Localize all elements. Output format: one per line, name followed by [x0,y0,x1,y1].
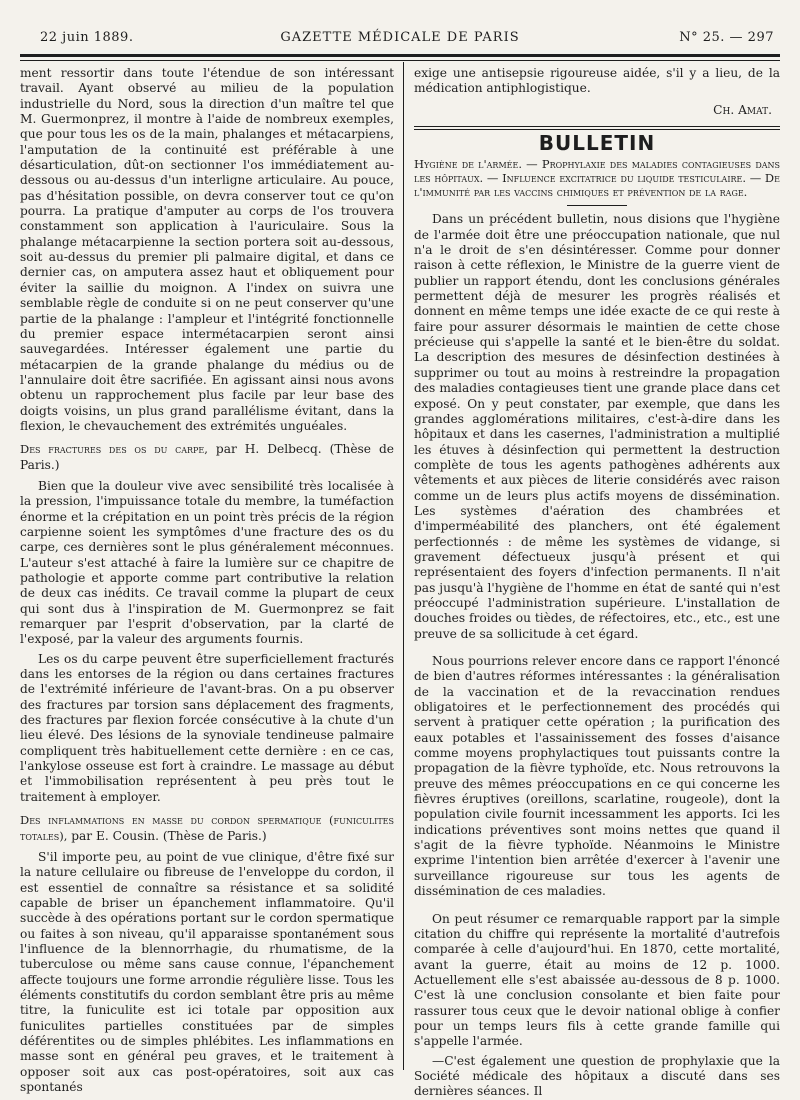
section-heading [20,813,394,844]
column-divider [403,62,404,1070]
issue-date: 22 juin 1889. [40,30,134,45]
section-heading-title: Des fractures des os du carpe, [20,442,208,457]
issue-page-number: N° 25. — 297 [679,30,774,45]
bulletin-summary: Hygiène de l'armée. — Prophylaxie des maladies contagieuses dans les hôpitaux. — Influence excitatrice du liquide testiculaire. — De l'immunité par les vaccins chimiques et prévention de la rage. [414,157,780,200]
section-heading-author: par E. Cousin. (Thèse de Paris.) [67,828,267,843]
paragraph: Bien que la douleur vive avec sensibilité très localisée à la pression, l'impuissance totale du membre, la tuméfaction énorme et la crépitation en un point très précis de la région carpienne soient les symptômes d'une fracture des os du carpe, ces dernières sont le plus généralement méconnues. L'auteur s'est attaché à faire la lumière sur ce chapitre de pathologie et apporte comme part contributive la relation de deux cas inédits. Ce travail comme la plupart de ceux qui sont dus à l'inspiration de M. Guermonprez se fait remarquer par l'esprit d'observation, par la clarté de l'exposé, par la valeur des arguments fournis. [20,478,394,647]
paragraph: ment ressortir dans toute l'étendue de son intéressant travail. Ayant observé au milieu de la population industrielle du Nord, sous la direction d'un maître tel que M. Guermonprez, il montre à l'aide de nombreux exemples, que pour tous les os de la main, phalanges et métacarpiens, l'amputation de la continuité est préférable à une désarticulation, dût-on sectionner l'os immédiatement au-dessous ou au-dessus d'un interligne articulaire. Au pouce, pas d'hésitation possible, on devra conserver tout ce qu'on pourra. La pratique d'amputer au corps de l'os trouvera constamment son application à l'auriculaire. Sous la phalange métacarpienne la section portera soit au-dessous, soit au-dessus du premier pli palmaire digital, et dans ce dernier cas, on amputera assez haut et obliquement pour éviter la saillie du moignon. A l'index on suivra une semblable règle de conduite si on ne peut conserver qu'une partie de la phalange : l'ampleur et l'intégrité fonctionnelle du premier espace intermétacarpien seront ainsi sauvegardées. Intéresser également une partie du métacarpien de la grande phalange du médius ou de l'annulaire doit être sacrifiée. En agissant ainsi nous avons obtenu un rapprochement plus facile par leur base des doigts voisins, un plus grand parallélisme évitant, dans la flexion, le chevauchement des extrémités unguéales. [20,66,394,433]
section-heading-title: Des inflammations en masse du cordon spermatique (funiculites totales), [20,813,394,843]
paragraph-gap [414,904,780,912]
bulletin-section [414,126,780,1100]
paragraph: Nous pourrions relever encore dans ce rapport l'énoncé de bien d'autres réformes intéressantes : la généralisation de la vaccination et de la revaccination rendues obligatoires et le perfectionnement des procédés qui servent à pratiquer cette opération ; la purification des eaux potables et l'assainissement des fosses d'aisance comme moyens prophylactiques tout puissants contre la propagation de la fièvre typhoïde, etc. Nous retrouvons la preuve des mêmes préoccupations en ce qui concerne les fièvres éruptives (oreillons, scarlatine, rougeole), dont la population civile fournit incessamment les apports. Ici les indications préventives sont moins nettes que quand il s'agit de la fièvre typhoïde. Néanmoins le Ministre exprime l'intention bien arrêtée d'exercer à l'avenir une surveillance rigoureuse sur tous les agents de dissémination de ces maladies. [414,654,780,899]
summary-rule [567,205,627,206]
page-header [26,30,774,52]
paragraph-gap [414,646,780,654]
paragraph: exige une antisepsie rigoureuse aidée, s'il y a lieu, de la médication antiphlogistique. [414,66,780,96]
journal-title: GAZETTE MÉDICALE DE PARIS [280,30,520,45]
paragraph: On peut résumer ce remarquable rapport par la simple citation du chiffre qui représente la mortalité d'autrefois comparée à celle d'aujourd'hui. En 1870, cette mortalité, avant la guerre, était au moins de 12 p. 1000. Actuellement elle s'est abaissée au-dessous de 8 p. 1000. C'est là une conclusion consolante et bien faite pour rassurer tous ceux que le devoir national oblige à confier pour un temps leurs fils à cette grande famille qui s'appelle l'armée. [414,911,780,1049]
header-rule-thin [20,60,780,61]
author-signature: Ch. Amat. [713,102,772,117]
right-column [414,66,780,1099]
paragraph: —C'est également une question de prophylaxie que la Société médicale des hôpitaux a discuté dans ses dernières séances. Il [414,1053,780,1099]
section-heading-author: par H. Delbecq. (Thèse de Paris.) [20,442,394,472]
paragraph: Les os du carpe peuvent être superficiellement fracturés dans les entorses de la région ou dans certaines fractures de l'extrémité inférieure de l'avant-bras. On a pu observer des fractures par torsion sans déplacement des fragments, des fractures par flexion forcée consécutive à la chute d'un lieu élevé. Des lésions de la synoviale tendineuse palmaire compliquent très habituellement cette dernière : en ce cas, l'ankylose osseuse est fort à craindre. Le massage au début et l'immobilisation représentent à peu près tout le traitement à employer. [20,651,394,804]
left-column [20,66,394,1094]
paragraph: S'il importe peu, au point de vue clinique, d'être fixé sur la nature cellulaire ou fibreuse de l'enveloppe du cordon, il est essentiel de connaître sa résistance et sa solidité capable de briser un épanchement inflammatoire. Qu'il succède à des opérations portant sur le cordon spermatique ou faites à son niveau, qu'il apparaisse spontanément sous l'influence de la blennorrhagie, du rhumatisme, de la tuberculose ou même sans cause connue, l'épanchement affecte toujours une forme arrondie régulière lisse. Tous les éléments constitutifs du cordon semblant être pris au même titre, la funiculite est ici totale par opposition aux funiculites partielles constituées par de simples déférentites ou de simples phlébites. Les inflammations en masse sont en général peu graves, et le traitement à opposer soit aux cas post-opératoires, soit aux cas spontanés [20,849,394,1094]
paragraph: Dans un précédent bulletin, nous disions que l'hygiène de l'armée doit être une préoccupation nationale, que nul n'a le droit de s'en désintéresser. Comme pour donner raison à cette réflexion, le Ministre de la guerre vient de publier un rapport étendu, dont les conclusions générales permettent déjà de mesurer les progrès réalisés et donnent en même temps une idée exacte de ce qui reste à faire pour assurer désormais le maintien de cette chose précieuse qui s'appelle la santé et le bien-être du soldat. La description des mesures de désinfection destinées à supprimer ou tout au moins à restreindre la propagation des maladies contagieuses tient une grande place dans cet exposé. On y peut constater, par exemple, que dans les grandes agglomérations militaires, c'est-à-dire dans les hôpitaux et dans les casernes, l'administration a multiplié les étuves à désinfection qui permettent la destruction complète de tous les agents pathogènes adhérents aux vêtements et aux pièces de literie considérés avec raison comme un de leurs plus actifs moyens de dissémination. Les systèmes d'aération des chambrées et d'imperméabilité des planchers, ont été également perfectionnés : de même les systèmes de vidange, si gravement défectueux jusqu'à présent et qui représentaient des foyers d'infection permanents. Il n'ait pas jusqu'à l'hygiène de l'homme en état de santé qui n'est préoccupé l'administration supérieure. L'installation de douches froides ou tièdes, de réfectoires, etc., etc., est une preuve de sa sollicitude à cet égard. [414,212,780,641]
header-rule-thick [20,54,780,57]
section-heading [20,442,394,473]
bulletin-title: BULLETIN [538,131,656,156]
bulletin-rule [414,129,780,130]
